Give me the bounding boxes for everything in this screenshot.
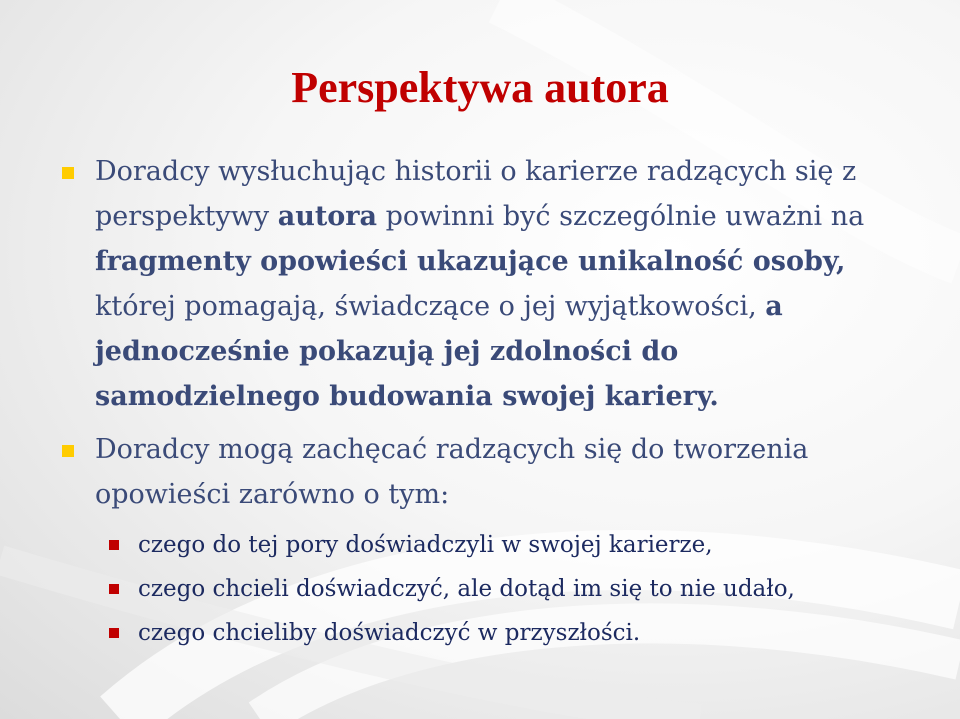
sub-bullet-marker-icon — [109, 584, 119, 594]
bullet-item-1 — [95, 149, 895, 419]
sub-bullet-item-1: czego do tej pory doświadczyli w swojej karierze, — [138, 532, 713, 558]
slide-title: Perspektywa autora — [291, 63, 669, 112]
sub-bullet-marker-icon — [109, 540, 119, 550]
bullet1-text-6: a jednocześnie pokazują jej zdolności do samodzielnego budowania swojej kariery. — [95, 291, 783, 412]
bullet-marker-icon — [62, 445, 74, 457]
bullet-marker-icon — [62, 167, 74, 179]
sub-bullet-item-2: czego chcieli doświadczyć, ale dotąd im się to nie udało, — [138, 576, 795, 602]
sub-bullet-item-3: czego chcieliby doświadczyć w przyszłości. — [138, 620, 641, 646]
bullet1-text-1: Doradcy wysłuchując historii o karierze radzących się z perspektywy — [95, 156, 857, 232]
bullet1-text-5: której pomagają, świadczące o jej wyjątkowości, — [95, 291, 766, 322]
bullet-item-2: Doradcy mogą zachęcać radzących się do tworzenia opowieści zarówno o tym: — [95, 434, 809, 510]
bullet1-text-4: fragmenty opowieści ukazujące unikalność osoby, — [95, 246, 846, 277]
bullet1-text-2: autora — [277, 201, 378, 232]
bullet1-text-3: powinni być szczególnie uważni na — [377, 201, 865, 232]
sub-bullet-marker-icon — [109, 628, 119, 638]
